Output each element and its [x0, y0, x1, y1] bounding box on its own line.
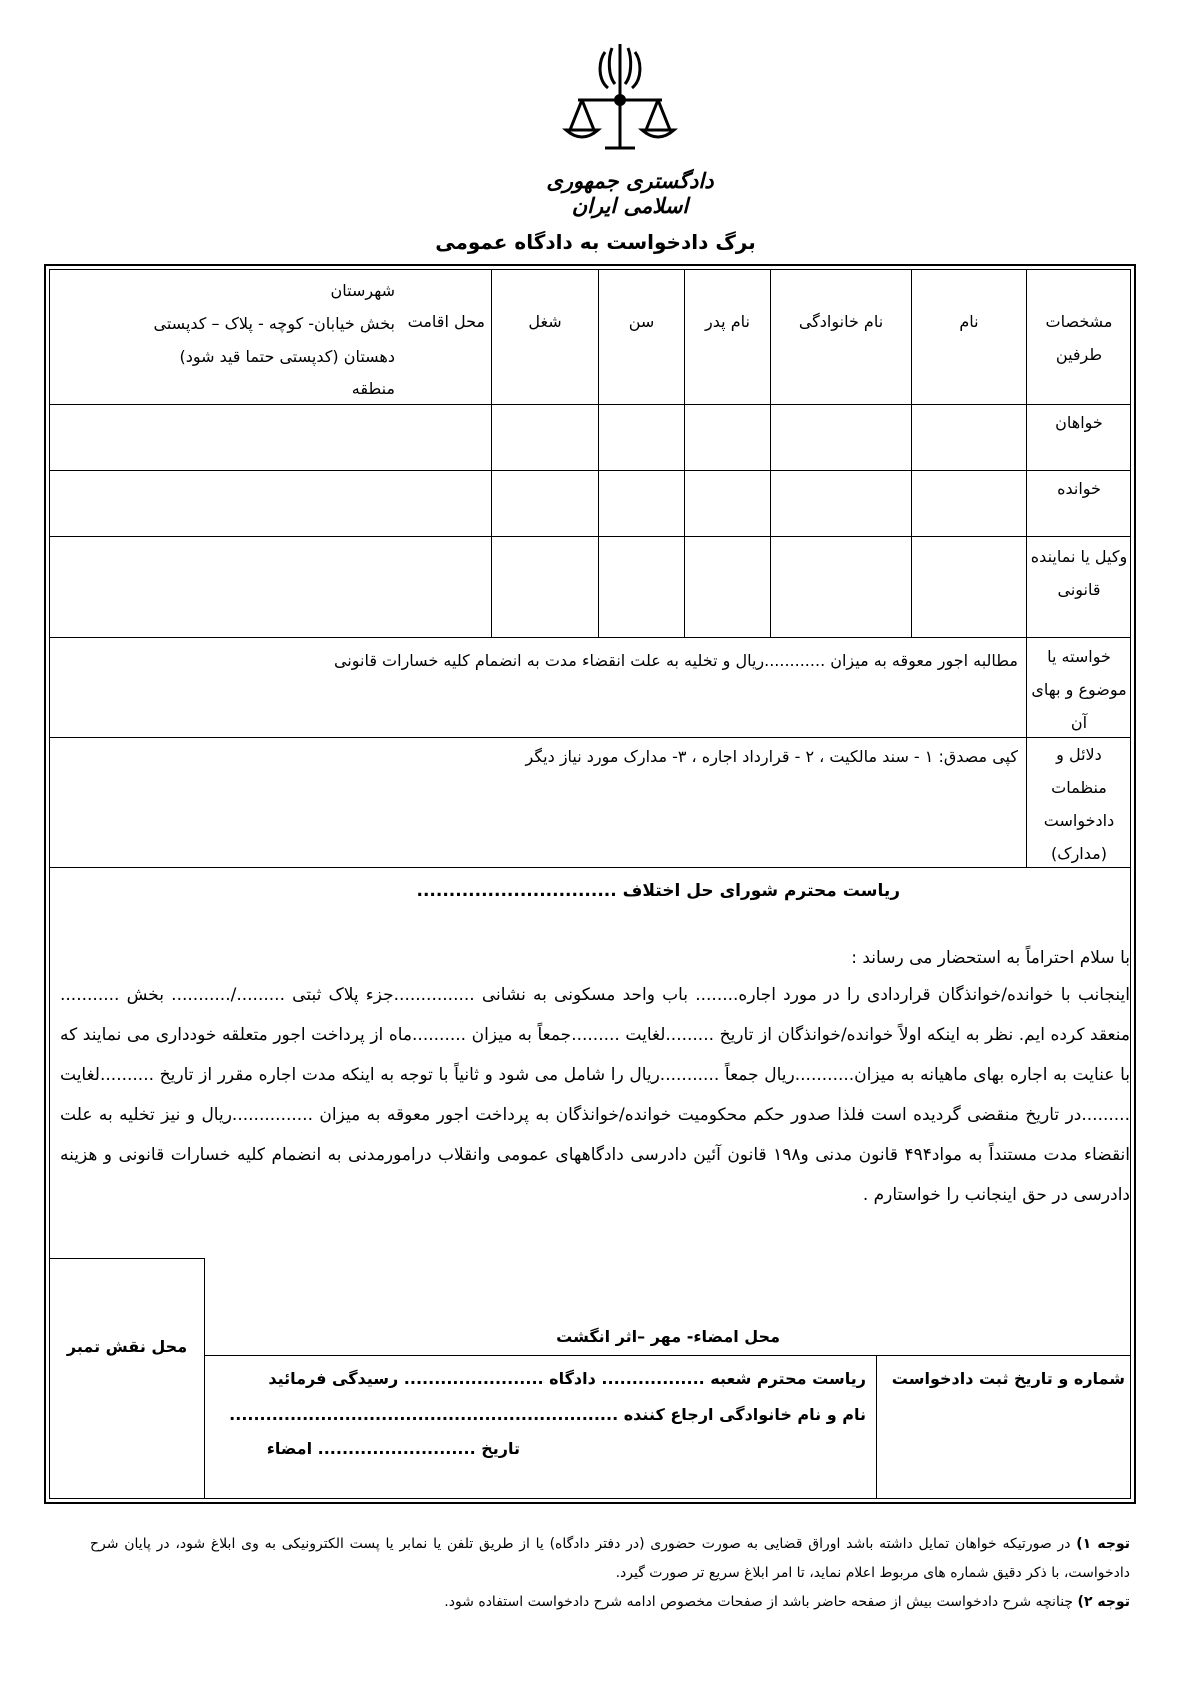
claim-label: خواسته یا موضوع و بهای آن — [1031, 647, 1127, 732]
letter-body: اینجانب با خوانده/خوانذگان قراردادی را در مورد اجاره........ باب واحد مسکونی به نشانی ...............جزء پلاک ثبتی ........./........... بخش ........... منعقد کرده ایم. نظر به اینکه اولاً خوانده/خوانذگان از تاریخ .........لغایت .........جمعاً به میزان ..........ماه از پرداخت اجور متعلقه خودداری می نمایند که با عنایت به اجاره بهای ماهیانه به میزان...........ریال جمعاً ...........ریال را شامل می شود و ثانیاً با توجه به اینکه مدت اجاره مقرر از تاریخ ..........لغایت .........در تاریخ منقضی گردیده است فلذا صدور حکم محکومیت خوانده/خوانذگان به پرداخت اجور معوقه به میزان ...............ریال و نیز تخلیه به علت انقضاء مدت مستنداً به مواد۴۹۴ قانون مدنی و۱۹۸ قانون آئین دادرسی دادگاههای عمومی وانقلاب درامورمدنی به انضمام کلیه خسارات قانونی و هزینه دادرسی در حق اینجانب را خواستارم . — [60, 985, 1131, 1205]
notes — [90, 1530, 1130, 1617]
referral-line: ریاست محترم شعبه ................. دادگاه ....................... رسیدگی فرمائید — [268, 1369, 866, 1388]
row-divider — [49, 536, 1131, 537]
note-1-label: توجه ۱) — [1076, 1536, 1130, 1552]
logo-text: دادگستری جمهوری اسلامی ایران — [546, 168, 714, 218]
row-label-lawyer: وکیل یا نماینده قانونی — [1030, 547, 1128, 599]
col-header-father-name: نام پدر — [705, 312, 750, 331]
date-sign-line: تاریخ .......................... امضاء — [266, 1439, 520, 1458]
evidence-label: دلائل و منظمات دادخواست (مدارک) — [1043, 745, 1115, 863]
row-divider — [49, 637, 1131, 638]
row-divider — [49, 737, 1131, 738]
row-label-defendant: خوانده — [1057, 479, 1101, 498]
row-divider — [49, 470, 1131, 471]
signature-place-label: محل امضاء- مهر –اثر انگشت — [556, 1327, 780, 1346]
letter-greeting: با سلام احتراماً به استحضار می رساند : — [851, 948, 1130, 968]
note-1 — [90, 1530, 1130, 1588]
row-label-plaintiff: خواهان — [1055, 413, 1103, 432]
col-header-residence: محل اقامت — [407, 312, 485, 331]
address-hint-line1: شهرستان — [330, 281, 395, 300]
stamp-place-label: محل نقش تمبر — [66, 1337, 188, 1356]
evidence-text: کپی مصدق: ۱ - سند مالکیت ، ۲ - قرارداد اجاره ، ۳- مدارک مورد نیاز دیگر — [525, 747, 1018, 766]
letter-addressee: ریاست محترم شورای حل اختلاف ............................... — [416, 881, 900, 901]
address-hint-line4: منطقه — [351, 379, 395, 398]
judiciary-emblem-icon — [560, 40, 680, 155]
note-2-label: توجه ۲) — [1077, 1594, 1130, 1610]
stamp-box-top — [49, 1258, 205, 1259]
col-header-last-name: نام خانوادگی — [798, 312, 884, 331]
registration-divider — [876, 1355, 877, 1499]
col-header-parties: مشخصات طرفین — [1045, 312, 1113, 364]
referrer-name-line: نام و نام خانوادگی ارجاع کننده ................................................................ — [229, 1405, 866, 1424]
row-divider — [49, 867, 1131, 868]
address-hint-line2: بخش خیابان- کوچه - پلاک – کدپستی — [153, 314, 395, 333]
col-header-job: شغل — [528, 312, 562, 331]
claim-text: مطالبه اجور معوقه به میزان ............ریال و تخلیه به علت انقضاء مدت به انضمام کلیه خسارات قانونی — [333, 651, 1018, 670]
note-2-text: چنانچه شرح دادخواست بیش از صفحه حاضر باشد از صفحات مخصوص ادامه شرح دادخواست استفاده شود. — [444, 1594, 1078, 1610]
form-title: برگ دادخواست به دادگاه عمومی — [435, 230, 756, 254]
col-header-first-name: نام — [959, 312, 979, 331]
address-hint-line3: دهستان (کدپستی حتما قید شود) — [179, 347, 395, 366]
col-header-age: سن — [628, 312, 655, 331]
registration-label: شماره و تاریخ ثبت دادخواست — [891, 1369, 1125, 1388]
signature-divider — [205, 1355, 1131, 1356]
stamp-box-side — [204, 1258, 205, 1499]
note-1-text: در صورتیکه خواهان تمایل داشته باشد اوراق قضایی به صورت حضوری (در دفتر دادگاه) یا از طریق تلفن یا نمابر یا پست الکترونیکی به وی ابلاغ شود، در پایان شرح دادخواست، با ذکر دقیق شماره های مربوط اعلام نماید، تا امر ابلاغ سریع تر صورت گیرد. — [90, 1536, 1130, 1581]
note-2 — [90, 1588, 1130, 1617]
